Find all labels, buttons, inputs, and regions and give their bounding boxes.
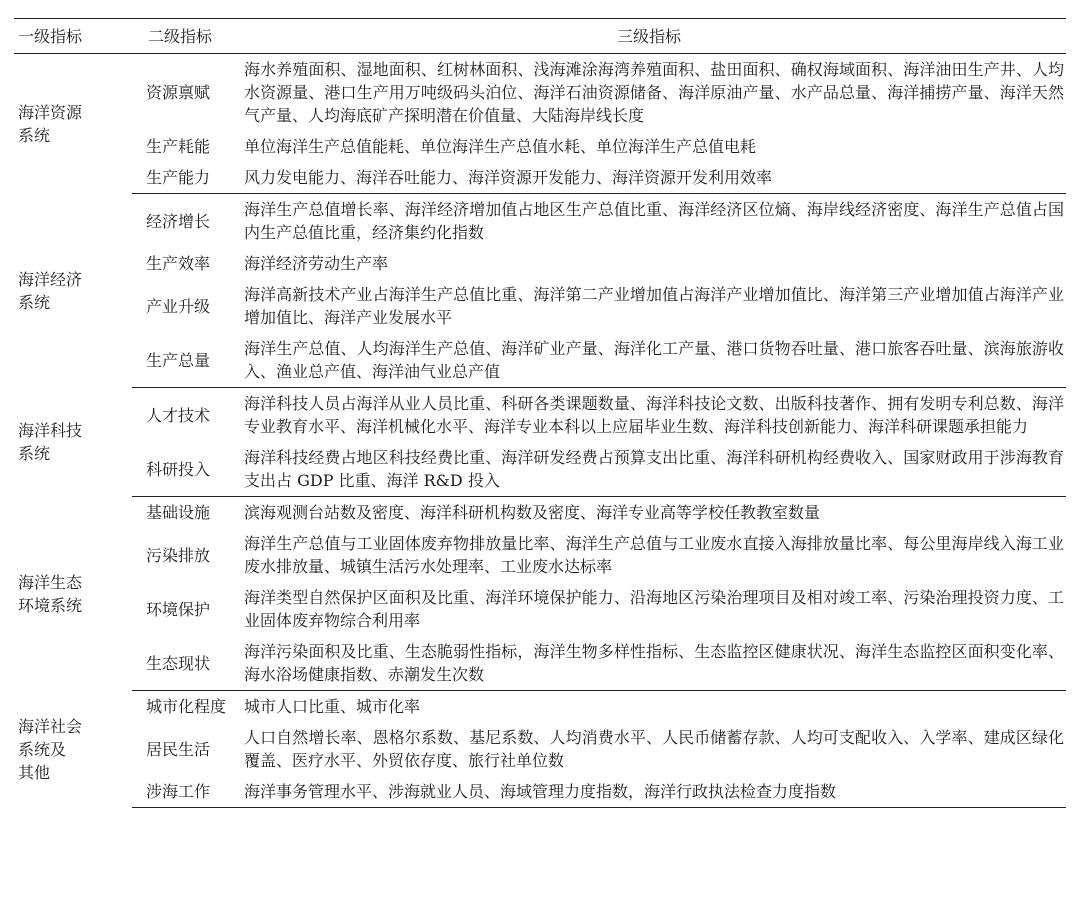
level1-cell: [14, 497, 132, 691]
level3-cell: 海水养殖面积、湿地面积、红树林面积、浅海滩涂海湾养殖面积、盐田面积、确权海域面积、海洋油田生产井、人均水资源量、港口生产用万吨级码头泊位、海洋石油资源储备、海洋原油产量、水产品总量、海洋捕捞产量、海洋天然气产量、人均海底矿产探明潜在价值量、大陆海岸线长度: [244, 60, 1064, 125]
level1-text: 系统: [18, 292, 51, 312]
level1-cell: [14, 194, 132, 388]
level2-cell: 资源禀赋: [146, 83, 211, 102]
header-level1: 一级指标: [14, 19, 132, 54]
level3-cell: 海洋科技经费占地区科技经费比重、海洋研发经费占预算支出比重、海洋科研机构经费收入、国家财政用于涉海教育支出占 GDP 比重、海洋 R&D 投入: [232, 442, 1066, 497]
table-row: [14, 722, 1066, 776]
level2-cell: 环境保护: [146, 599, 211, 619]
table-row: [14, 279, 1066, 333]
level2-cell: 居民生活: [146, 739, 211, 759]
level1-text: 海洋社会: [18, 716, 83, 736]
level2-cell: 科研投入: [132, 442, 232, 497]
level3-cell: 城市人口比重、城市化率: [244, 697, 421, 716]
level2-cell: 生态现状: [132, 636, 232, 691]
level1-text: 海洋生态: [18, 572, 83, 592]
table-row: [14, 388, 1066, 443]
level2-cell: 污染排放: [146, 545, 211, 565]
level2-cell: 城市化程度: [146, 697, 227, 716]
level2-cell: 经济增长: [146, 211, 211, 231]
level1-text: 系统及: [18, 739, 67, 759]
level2-cell: 基础设施: [146, 503, 211, 522]
table-row: [14, 54, 1066, 132]
level3-cell: 滨海观测台站数及密度、海洋科研机构数及密度、海洋专业高等学校任教教室数量: [244, 503, 821, 522]
table-row: [14, 776, 1066, 808]
level2-cell: 产业升级: [146, 296, 211, 316]
header-level2: 二级指标: [132, 19, 232, 54]
level2-cell: 生产能力: [132, 162, 232, 194]
level1-text: 其他: [18, 762, 51, 782]
group-resource-system: [14, 54, 1066, 194]
level1-cell: [14, 691, 132, 808]
level2-cell: 人才技术: [146, 405, 211, 425]
table-row: [14, 333, 1066, 388]
table-row: [14, 442, 1066, 497]
group-ecology-system: [14, 497, 1066, 691]
level3-cell: 海洋高新技术产业占海洋生产总值比重、海洋第二产业增加值占海洋产业增加值比、海洋第三产业增加值占海洋产业增加值比、海洋产业发展水平: [244, 285, 1064, 327]
level1-text: 海洋资源: [18, 102, 83, 122]
level1-text: 海洋经济: [18, 269, 83, 289]
level2-cell: 涉海工作: [132, 776, 232, 808]
table-row: [14, 162, 1066, 194]
group-economy-system: [14, 194, 1066, 388]
table-row: [14, 131, 1066, 162]
level3-cell: 海洋类型自然保护区面积及比重、海洋环境保护能力、沿海地区污染治理项目及相对竣工率、污染治理投资力度、工业固体废弃物综合利用率: [244, 588, 1064, 630]
level1-cell: [14, 54, 132, 194]
level3-cell: 风力发电能力、海洋吞吐能力、海洋资源开发能力、海洋资源开发利用效率: [232, 162, 1066, 194]
group-society-system: [14, 691, 1066, 808]
level3-cell: 海洋污染面积及比重、生态脆弱性指标，海洋生物多样性指标、生态监控区健康状况、海洋生态监控区面积变化率、海水浴场健康指数、赤潮发生次数: [232, 636, 1066, 691]
level1-cell: [14, 388, 132, 497]
level3-cell: 单位海洋生产总值能耗、单位海洋生产总值水耗、单位海洋生产总值电耗: [244, 137, 757, 156]
group-technology-system: [14, 388, 1066, 497]
level3-cell: 海洋科技人员占海洋从业人员比重、科研各类课题数量、海洋科技论文数、出版科技著作、拥有发明专利总数、海洋专业教育水平、海洋机械化水平、海洋专业本科以上应届毕业生数、海洋科技创新能力、海洋科研课题承担能力: [244, 394, 1064, 436]
level2-cell: 生产耗能: [146, 137, 211, 156]
level1-text: 海洋科技: [18, 421, 83, 440]
table-row: [14, 528, 1066, 582]
header-level3: 三级指标: [232, 19, 1066, 54]
level2-cell: 生产效率: [146, 254, 211, 273]
level3-cell: 海洋生产总值与工业固体废弃物排放量比率、海洋生产总值与工业废水直接入海排放量比率、每公里海岸线入海工业废水排放量、城镇生活污水处理率、工业废水达标率: [244, 534, 1064, 576]
level1-text: 系统: [18, 444, 51, 463]
level2-cell: 生产总量: [132, 333, 232, 388]
indicator-table: [14, 18, 1066, 808]
level1-text: 系统: [18, 125, 51, 145]
level3-cell: 人口自然增长率、恩格尔系数、基尼系数、人均消费水平、人民币储蓄存款、人均可支配收入、入学率、建成区绿化覆盖、医疗水平、外贸依存度、旅行社单位数: [244, 728, 1064, 770]
level3-cell: 海洋经济劳动生产率: [244, 254, 389, 273]
table-row: [14, 248, 1066, 279]
level3-cell: 海洋生产总值、人均海洋生产总值、海洋矿业产量、海洋化工产量、港口货物吞吐量、港口旅客吞吐量、滨海旅游收入、渔业总产值、海洋油气业总产值: [232, 333, 1066, 388]
table-row: [14, 691, 1066, 723]
header-row: [14, 19, 1066, 54]
level1-text: 环境系统: [18, 595, 83, 615]
level3-cell: 海洋事务管理水平、涉海就业人员、海域管理力度指数，海洋行政执法检查力度指数: [232, 776, 1066, 808]
table-row: [14, 497, 1066, 529]
table-row: [14, 636, 1066, 691]
table-row: [14, 582, 1066, 636]
level3-cell: 海洋生产总值增长率、海洋经济增加值占地区生产总值比重、海洋经济区位熵、海岸线经济密度、海洋生产总值占国内生产总值比重，经济集约化指数: [244, 200, 1064, 242]
table-row: [14, 194, 1066, 249]
